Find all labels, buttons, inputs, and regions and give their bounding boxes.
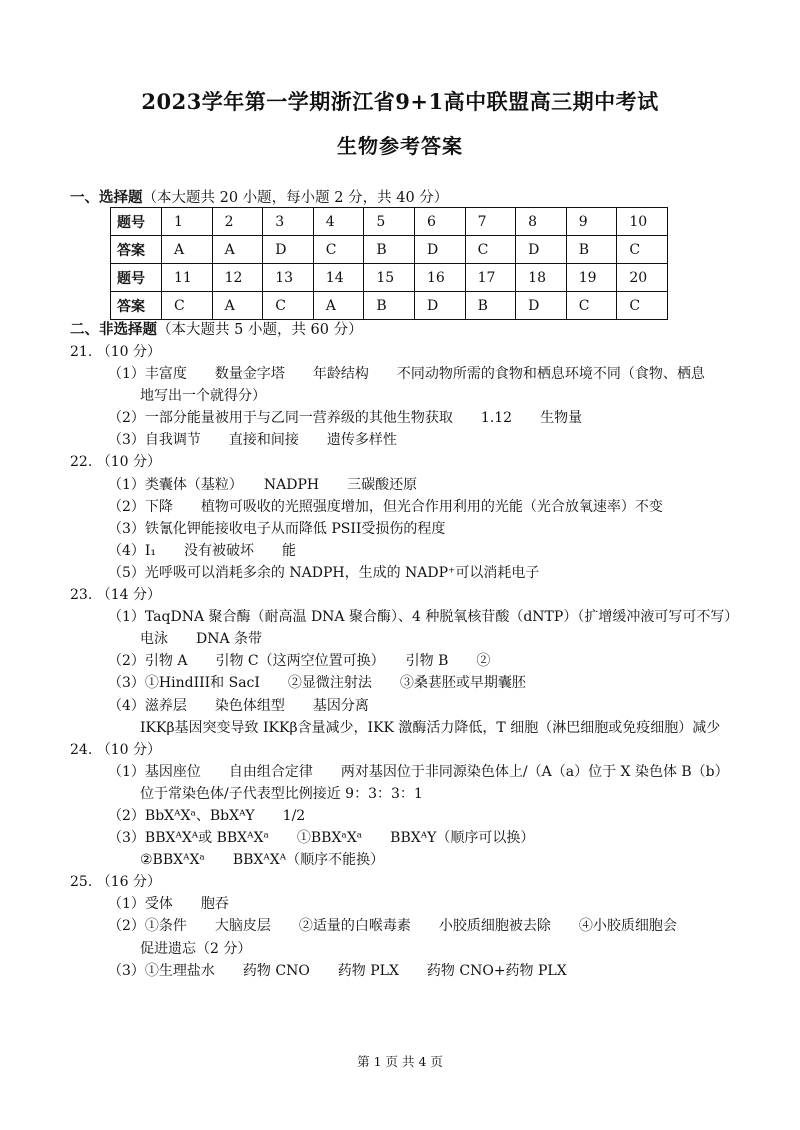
answer-table-answer-cell: C xyxy=(263,292,314,320)
section-choice-heading xyxy=(70,186,448,207)
answer-table-answer-cell: A xyxy=(162,236,213,264)
answer-table-number-cell: 19 xyxy=(566,264,617,292)
answer-table-answer-row xyxy=(111,292,668,320)
q25-part3: （3）①生理盐水 药物 CNO 药物 PLX 药物 CNO+药物 PLX xyxy=(108,962,567,979)
answer-table-answer-header: 答案 xyxy=(111,236,162,264)
q24-part1-cont: 位于常染色体/子代表型比例接近 9：3：3：1 xyxy=(140,785,423,802)
q25-part1: （1）受体 胞吞 xyxy=(108,896,229,913)
q23-part1-cont: 电泳 DNA 条带 xyxy=(140,631,263,648)
answer-table-answer-cell: D xyxy=(516,292,567,320)
answer-table-answer-cell: A xyxy=(313,292,364,320)
answer-table-number-cell: 3 xyxy=(263,208,314,236)
q23-part4-cont: IKKβ基因突变导致 IKKβ含量减少，IKK 激酶活力降低，T 细胞（淋巴细胞或免疫细胞）减少 xyxy=(140,719,721,736)
question-24 xyxy=(70,739,750,872)
question-23 xyxy=(70,584,750,739)
q21-part1: （1）丰富度 数量金字塔 年龄结构 不同动物所需的食物和栖息环境不同（食物、栖息 xyxy=(108,366,705,383)
answer-table-answer-cell: B xyxy=(364,236,415,264)
q23-part3: （3）①HindIII和 SacI ②显微注射法 ③桑葚胚或早期囊胚 xyxy=(108,675,526,692)
answer-table-answer-cell: D xyxy=(414,292,465,320)
answer-table-answer-header: 答案 xyxy=(111,292,162,320)
answer-table-answer-cell: D xyxy=(414,236,465,264)
q22-part5: （5）光呼吸可以消耗多余的 NADPH，生成的 NADP⁺可以消耗电子 xyxy=(108,564,540,581)
answer-table-number-cell: 11 xyxy=(162,264,213,292)
answer-table-answer-cell: A xyxy=(212,236,263,264)
question-23-head: 23. （14 分） xyxy=(70,587,161,604)
answer-key-subtitle: 生物参考答案 xyxy=(337,134,463,158)
answer-table-answer-row xyxy=(111,236,668,264)
answer-table-number-cell: 7 xyxy=(465,208,516,236)
answer-table-answer-cell: C xyxy=(162,292,213,320)
answer-table-number-cell: 5 xyxy=(364,208,415,236)
exam-title: 2023学年第一学期浙江省9+1高中联盟高三期中考试 xyxy=(141,89,659,114)
answer-table-number-cell: 4 xyxy=(313,208,364,236)
question-22-head: 22. （10 分） xyxy=(70,454,161,471)
q24-part2: （2）BbXᴬXᵃ、BbXᴬY 1/2 xyxy=(108,807,306,824)
section-nonchoice-label: 二、非选择题 xyxy=(70,321,157,338)
answer-table-answer-cell: A xyxy=(212,292,263,320)
q22-part1: （1）类囊体（基粒） NADPH 三碳酸还原 xyxy=(108,476,418,493)
q21-part1-cont: 地写出一个就得分） xyxy=(140,388,266,405)
q24-part3: （3）BBXᴬXᴬ或 BBXᴬXᵃ ①BBXᵃXᵃ BBXᴬY（顺序可以换） xyxy=(108,830,535,847)
question-25 xyxy=(70,871,750,981)
answer-table-answer-cell: D xyxy=(263,236,314,264)
answers-body xyxy=(70,341,750,982)
answer-table-number-cell: 2 xyxy=(212,208,263,236)
q23-part2: （2）引物 A 引物 C（这两空位置可换） 引物 B ② xyxy=(108,653,491,670)
answer-table-number-cell: 9 xyxy=(566,208,617,236)
q25-part2-cont: 促进遗忘（2 分） xyxy=(140,940,252,957)
answer-table-answer-cell: C xyxy=(566,292,617,320)
q23-part1: （1）TaqDNA 聚合酶（耐高温 DNA 聚合酶）、4 种脱氧核苷酸（dNTP）（扩增缓冲液可写可不写） xyxy=(108,609,739,626)
question-21 xyxy=(70,341,750,451)
q21-part3: （3）自我调节 直接和间接 遗传多样性 xyxy=(108,432,397,449)
answer-table-number-header: 题号 xyxy=(111,208,162,236)
question-22 xyxy=(70,451,750,584)
q24-part1: （1）基因座位 自由组合定律 两对基因位于非同源染色体上/（A（a）位于 X 染色体 B（b） xyxy=(108,763,729,780)
answer-table-number-cell: 8 xyxy=(516,208,567,236)
q25-part2: （2）①条件 大脑皮层 ②适量的白喉毒素 小胶质细胞被去除 ④小胶质细胞会 xyxy=(108,918,677,935)
page-footer: 第 1 页 共 4 页 xyxy=(357,1054,443,1069)
answer-table-answer-cell: C xyxy=(313,236,364,264)
answer-table-number-header: 题号 xyxy=(111,264,162,292)
answer-table-number-cell: 18 xyxy=(516,264,567,292)
q22-part4: （4）I₁ 没有被破坏 能 xyxy=(108,542,297,559)
answer-table-answer-cell: C xyxy=(465,236,516,264)
answer-table-number-cell: 12 xyxy=(212,264,263,292)
question-24-head: 24. （10 分） xyxy=(70,741,161,758)
answer-table-number-row xyxy=(111,208,668,236)
answer-table-answer-cell: C xyxy=(617,236,668,264)
q24-part3-cont: ②BBXᴬXᵃ BBXᴬXᴬ（顺序不能换） xyxy=(140,852,385,869)
answer-table-number-cell: 16 xyxy=(414,264,465,292)
section-choice-label: 一、选择题 xyxy=(70,189,143,206)
answer-table-number-cell: 10 xyxy=(617,208,668,236)
answer-table-answer-cell: B xyxy=(566,236,617,264)
answer-table-answer-cell: B xyxy=(364,292,415,320)
answer-table-answer-cell: C xyxy=(617,292,668,320)
answer-table-number-cell: 6 xyxy=(414,208,465,236)
answer-table-number-cell: 13 xyxy=(263,264,314,292)
answer-table-answer-cell: D xyxy=(516,236,567,264)
answer-table-number-cell: 17 xyxy=(465,264,516,292)
answer-table-number-cell: 15 xyxy=(364,264,415,292)
answer-table-answer-cell: B xyxy=(465,292,516,320)
q21-part2: （2）一部分能量被用于与乙同一营养级的其他生物获取 1.12 生物量 xyxy=(108,410,583,427)
q22-part2: （2）下降 植物可吸收的光照强度增加，但光合作用利用的光能（光合放氧速率）不变 xyxy=(108,498,663,515)
answer-table-number-row xyxy=(111,264,668,292)
answer-table-number-cell: 14 xyxy=(313,264,364,292)
section-nonchoice-note: （本大题共 5 小题，共 60 分） xyxy=(157,322,363,338)
section-nonchoice-heading xyxy=(70,318,363,339)
answer-table-number-cell: 1 xyxy=(162,208,213,236)
section-choice-note: （本大题共 20 小题，每小题 2 分，共 40 分） xyxy=(142,190,449,206)
question-25-head: 25. （16 分） xyxy=(70,874,161,891)
q22-part3: （3）铁氰化钾能接收电子从而降低 PSII受损伤的程度 xyxy=(108,520,446,537)
question-21-head: 21. （10 分） xyxy=(70,344,161,360)
answer-table-number-cell: 20 xyxy=(617,264,668,292)
q23-part4: （4）滋养层 染色体组型 基因分离 xyxy=(108,697,369,714)
answer-table xyxy=(110,207,668,320)
